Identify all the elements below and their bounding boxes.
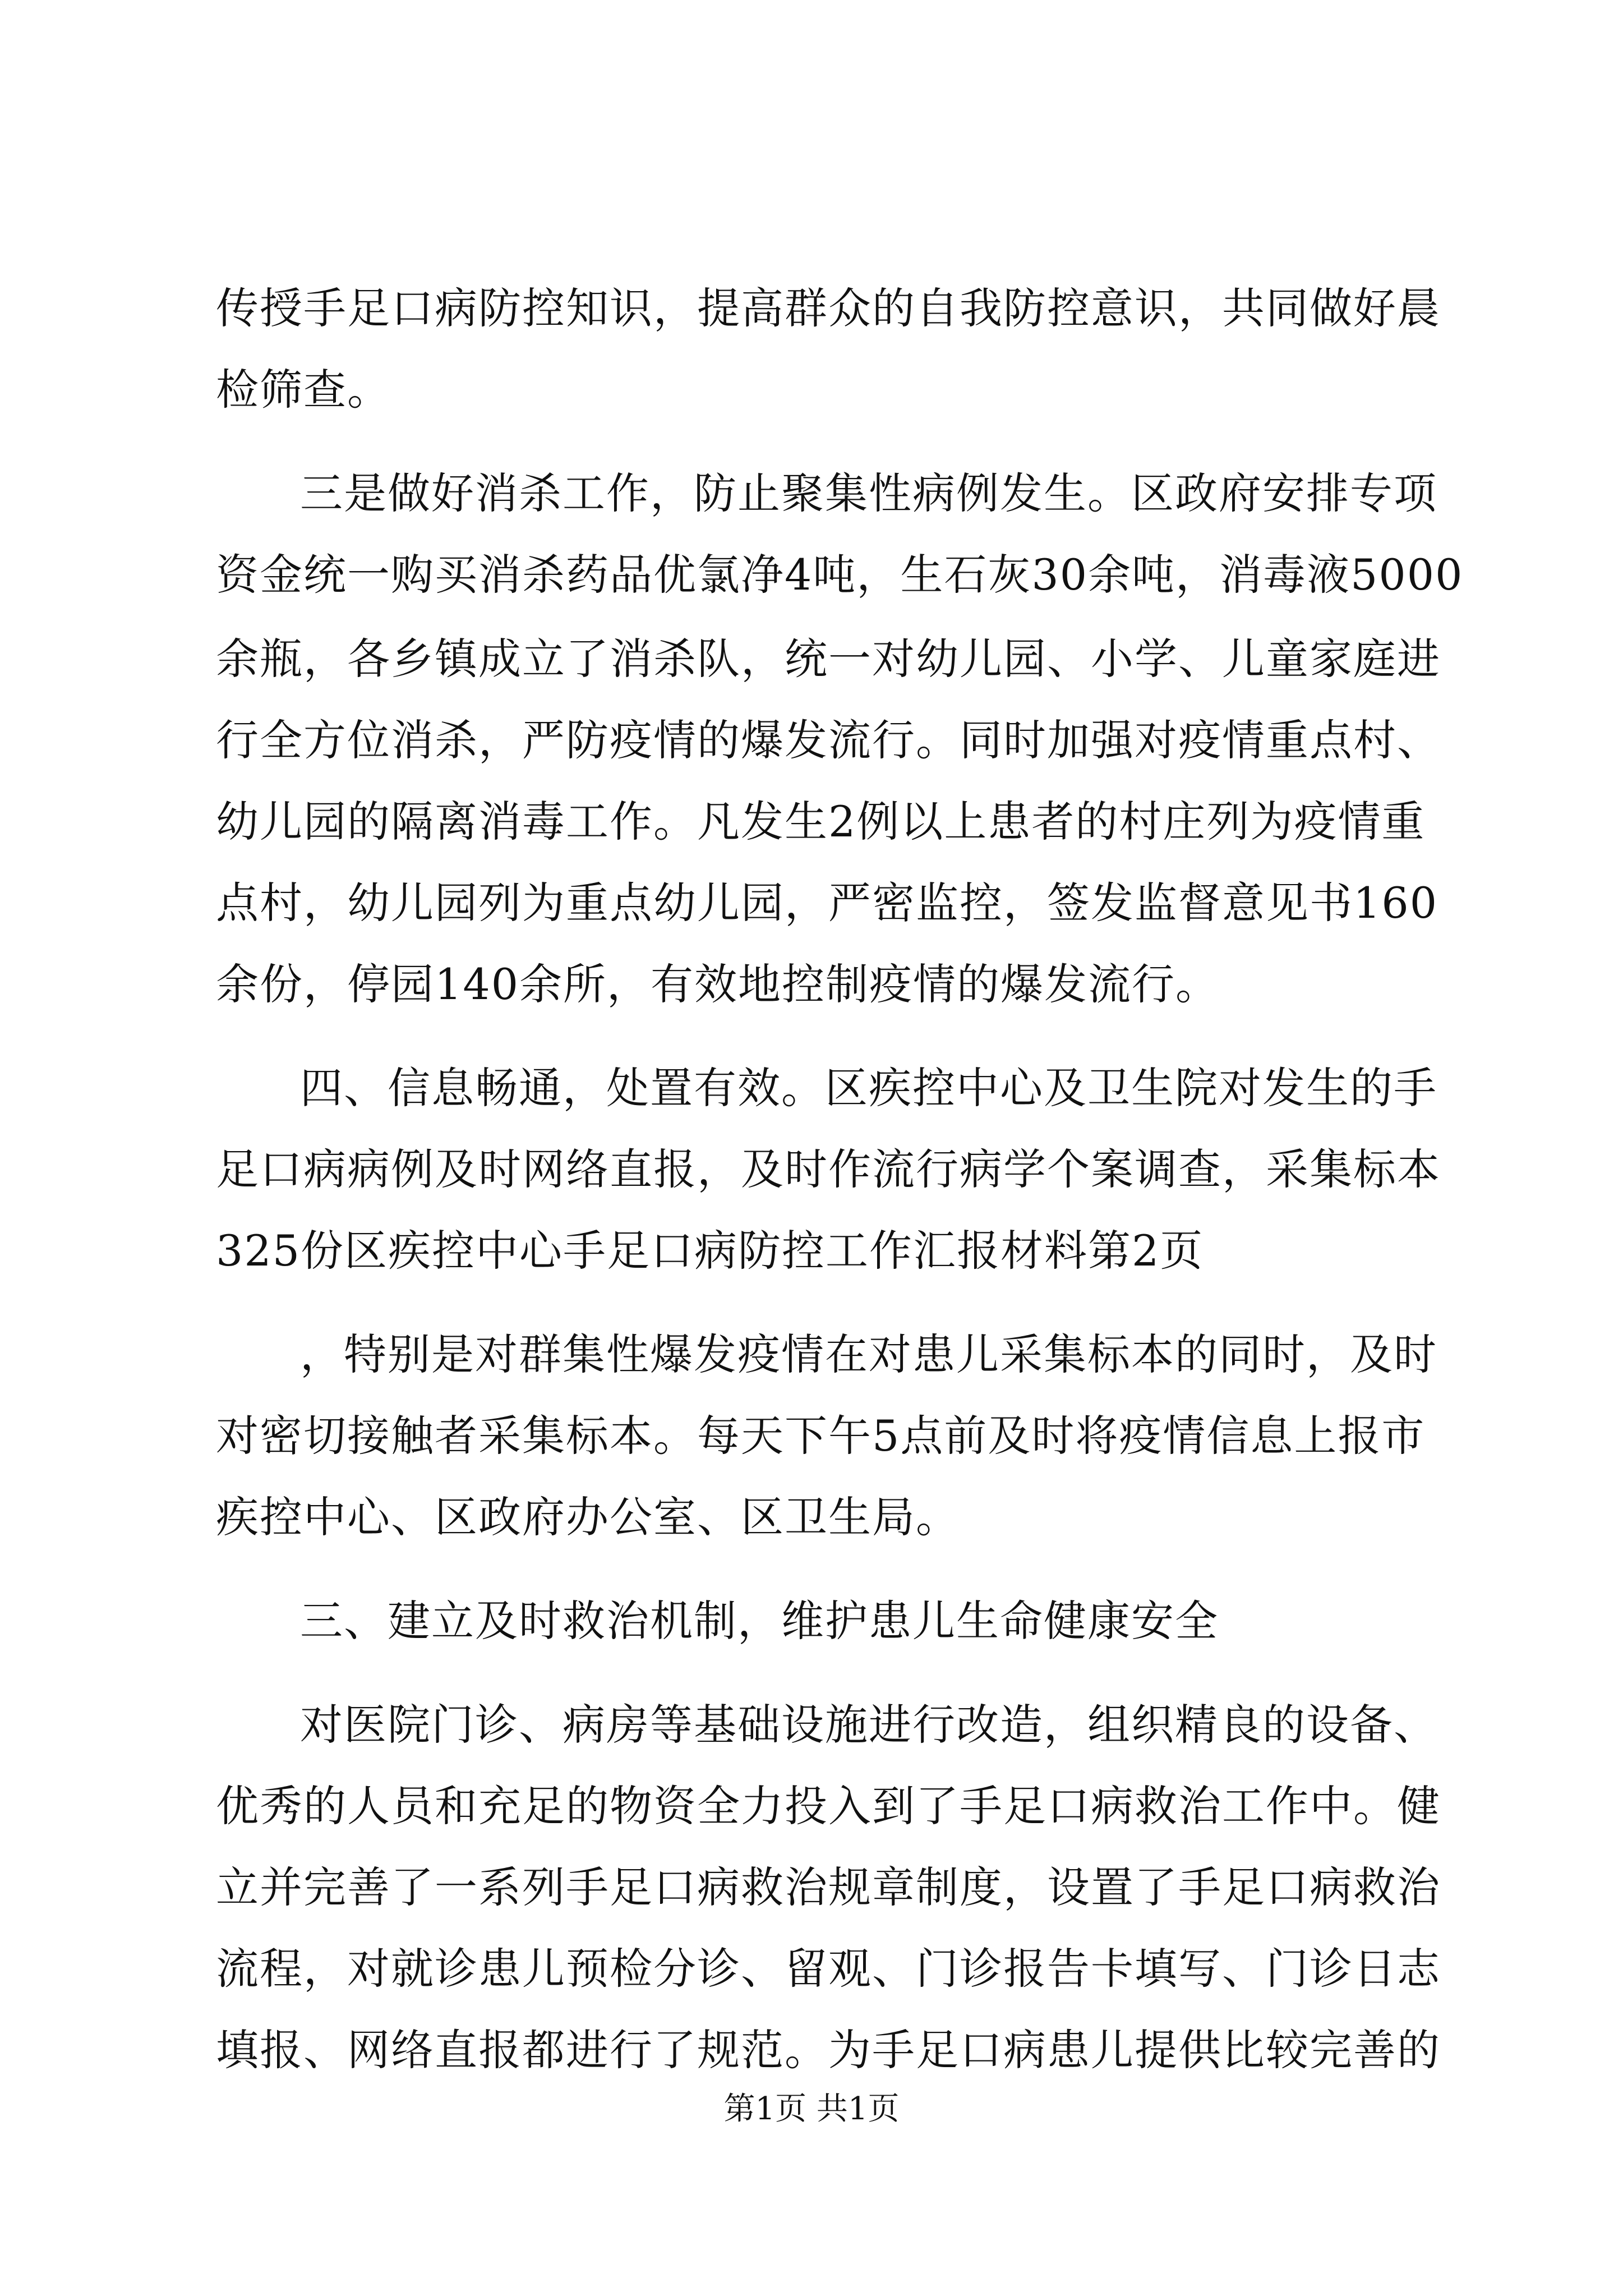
page-footer: 第1页 共1页: [723, 2091, 900, 2127]
text-line-4: 资金统一购买消杀药品优氯净4吨，生石灰30余吨，消毒液5000: [216, 550, 1464, 600]
section-heading: 三、建立及时救治机制，维护患儿生命健康安全: [300, 1596, 1219, 1646]
text-line-19: 立并完善了一系列手足口病救治规章制度，设置了手足口病救治: [216, 1862, 1441, 1912]
text-line-14: 对密切接触者采集标本。每天下午5点前及时将疫情信息上报市: [216, 1411, 1426, 1461]
text-line-3: 三是做好消杀工作，防止聚集性病例发生。区政府安排专项: [300, 468, 1437, 518]
text-line-6: 行全方位消杀，严防疫情的爆发流行。同时加强对疫情重点村、: [216, 715, 1441, 765]
text-line-18: 优秀的人员和充足的物资全力投入到了手足口病救治工作中。健: [216, 1781, 1441, 1831]
text-line-8: 点村，幼儿园列为重点幼儿园，严密监控，签发监督意见书160: [216, 878, 1438, 928]
text-line-12: 325份区疾控中心手足口病防控工作汇报材料第2页: [216, 1226, 1204, 1276]
text-line-11: 足口病病例及时网络直报，及时作流行病学个案调查，采集标本: [216, 1144, 1441, 1194]
text-line-1: 传授手足口病防控知识，提高群众的自我防控意识，共同做好晨: [216, 283, 1441, 333]
text-line-20: 流程，对就诊患儿预检分诊、留观、门诊报告卡填写、门诊日志: [216, 1944, 1441, 1994]
text-line-21: 填报、网络直报都进行了规范。为手足口病患儿提供比较完善的: [216, 2025, 1441, 2075]
text-line-9: 余份，停园140余所，有效地控制疫情的爆发流行。: [216, 959, 1220, 1009]
text-line-7: 幼儿园的隔离消毒工作。凡发生2例以上患者的村庄列为疫情重: [216, 797, 1426, 846]
text-line-2: 检筛查。: [216, 365, 391, 415]
text-line-13: ，特别是对群集性爆发疫情在对患儿采集标本的同时，及时: [300, 1329, 1437, 1379]
text-line-15: 疾控中心、区政府办公室、区卫生局。: [216, 1492, 960, 1542]
text-line-17: 对医院门诊、病房等基础设施进行改造，组织精良的设备、: [300, 1700, 1437, 1750]
text-line-10: 四、信息畅通，处置有效。区疾控中心及卫生院对发生的手: [300, 1063, 1437, 1113]
text-line-5: 余瓶，各乡镇成立了消杀队，统一对幼儿园、小学、儿童家庭进: [216, 634, 1441, 684]
